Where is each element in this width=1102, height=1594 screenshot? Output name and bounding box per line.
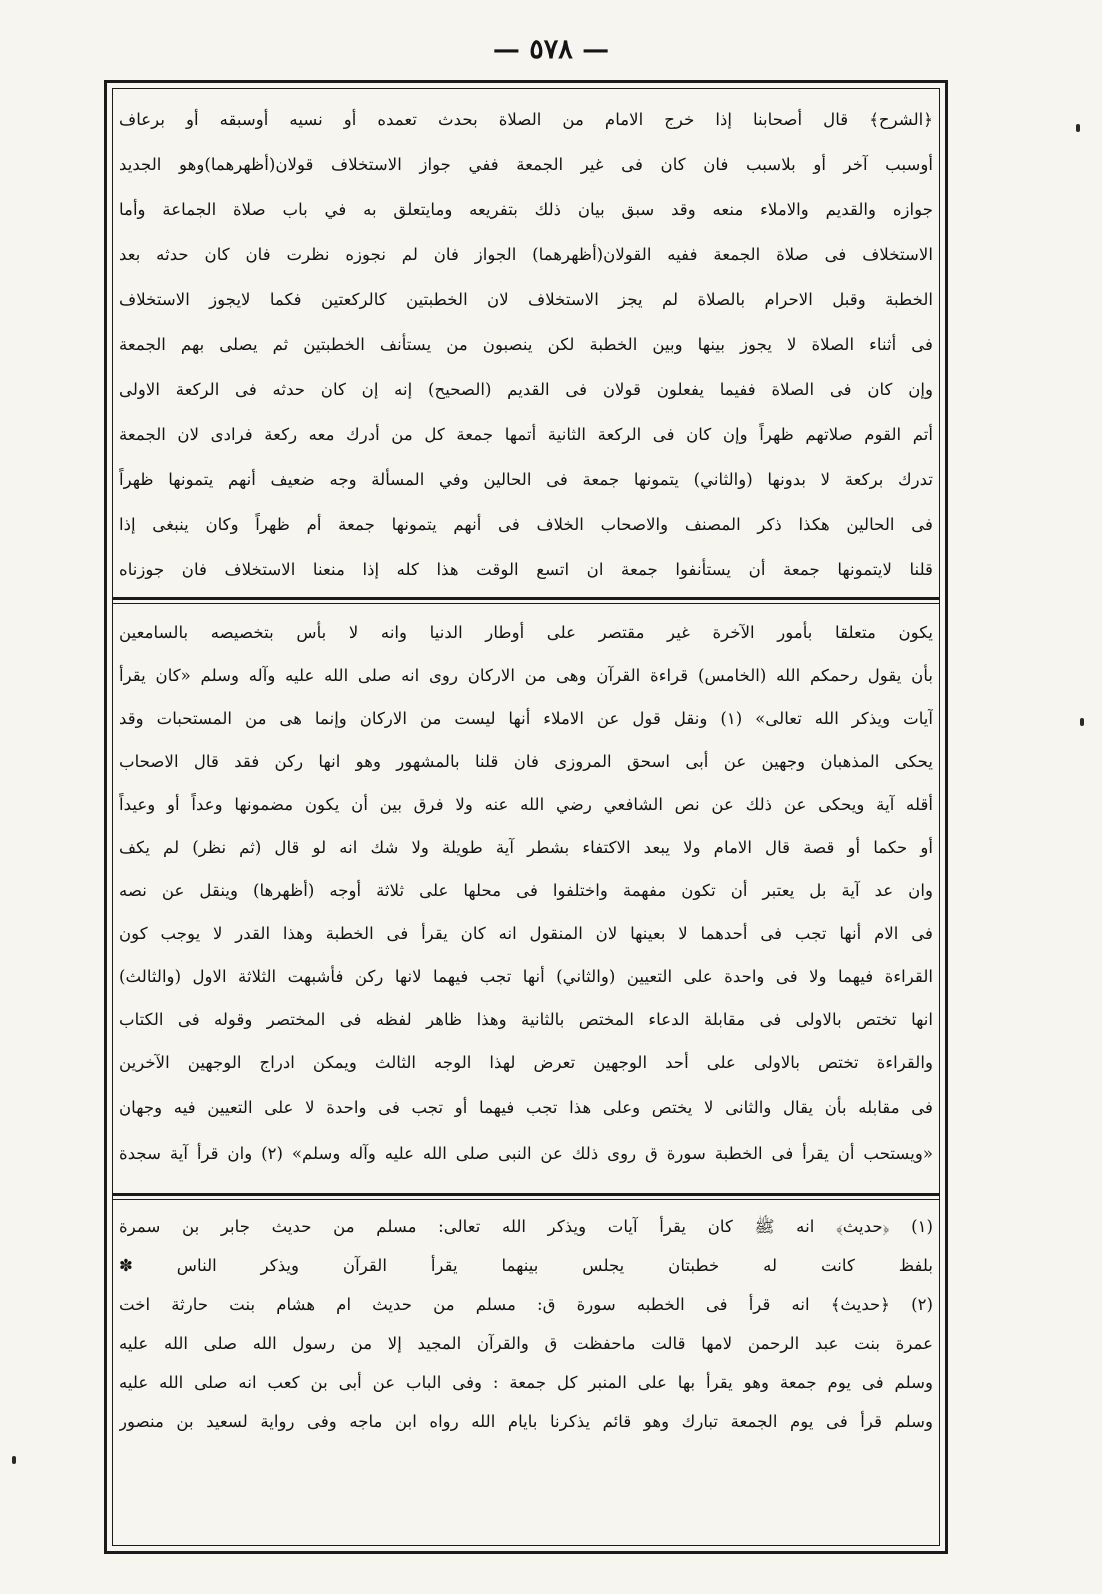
commentary-line: أوسبب آخر أو بلاسبب فان كان فى غير الجمعة ففي جواز الاستخلاف قولان(أظهرهما)وهو الجديد [119,155,933,174]
commentary-line: جوازه والقديم والاملاء منعه وقد سبق بيان ذلك بتفريعه ومايتعلق به في باب صلاة الجماعة وأما [119,200,933,219]
section-divider [113,597,939,600]
main-text-line: فى مقابله بأن يقال والثانى لا يختص وعلى هذا تجب فيهما أو تجب فى واحدة لا على التعيين فيه وجهان [119,1098,933,1117]
commentary-line: قلنا لايتمونها جمعة أن يستأنفوا جمعة ان اتسع الوقت هذا كله إذا منعنا الاستخلاف فان جوزناه [119,560,933,579]
margin-mark [12,1456,16,1464]
commentary-line: ﴿الشرح﴾ قال أصحابنا إذا خرج الامام من الصلاة بحدث تعمده أو نسيه أوسبقه أو برعاف [119,110,933,129]
footnote-divider [113,1193,939,1196]
commentary-section [119,97,933,597]
footnote-line: وسلم فى يوم جمعة وهو يقرأ بها على المنبر كل جمعة : وفى الباب عن أبى بن كعب انه صلى الله عليه [119,1373,933,1392]
main-text-line: آيات ويذكر الله تعالى» (١) ونقل قول عن الاملاء أنها ليست من الاركان وإنما هى من المستحبات وقد [119,709,933,728]
commentary-line: فى الحالين هكذا ذكر المصنف والاصحاب الخلاف فى أنهم يتمونها جمعة أم ظهراً وكان ينبغى إذا [119,515,933,534]
footnote-line: بلفظ كانت له خطبتان يجلس بينهما يقرأ القرآن ويذكر الناس ✽ [119,1256,933,1275]
commentary-line: الخطبة وقبل الاحرام بالصلاة لم يجز الاستخلاف لان الخطبتين كالركعتين فكما لايجوز الاستخلاف [119,290,933,309]
commentary-line: أتم القوم صلاتهم ظهراً وإن كان فى الركعة الثانية أتمها جمعة كل من أدرك معه ركعة فرادى لان الجمعة [119,425,933,444]
main-text-line: والقراءة تختص بالاولى على أحد الوجهين تعرض لهذا الوجه الثالث ويمكن ادراج الوجهين الآخرين [119,1053,933,1072]
footnotes-section [119,1207,933,1537]
main-text-section [119,611,933,1087]
main-text-line: فى الام أنها تجب فى أحدهما لا بعينها لان المنقول انه كان يقرأ فى الخطبة وهذا القدر لا يوجب كون [119,924,933,943]
footnote-line: وسلم قرأ فى يوم الجمعة تبارك وهو قائم يذكرنا بايام الله رواه ابن ماجه وفى رواية لسعيد بن منصور [119,1412,933,1431]
commentary-line: وإن كان فى الصلاة ففيما يفعلون قولان فى القديم (الصحيح) إنه إن كان حدثه فى الركعة الاولى [119,380,933,399]
margin-mark [1080,718,1084,726]
commentary-line: فى أثناء الصلاة لا يجوز بينها وبين الخطبة لكن ينصبون من يستأنف الخطبتين ثم يصلى بهم الجمعة [119,335,933,354]
main-text-line: وان عد آية بل يعتبر أن تكون مفهمة واختلفوا فى محلها على ثلاثة أوجه (أظهرها) وينقل عن نصه [119,881,933,900]
footnote-divider [113,1199,939,1200]
main-text-line: يحكى المذهبان وجهين عن أبى اسحق المروزى فان قلنا بالمشهور وهو انها ركن فقد قال الاصحاب [119,752,933,771]
main-text-line: بأن يقول رحمكم الله (الخامس) قراءة القرآن وهى من الاركان روى انه صلى الله عليه وآله وسلم «كان يقرأ [119,666,933,685]
main-text-line: أقله آية ويحكى عن ذلك عن نص الشافعي رضي الله عنه ولا فرق بين أن يكون مضمونها وعداً أو وعيداً [119,795,933,814]
commentary-line: تدرك بركعة لا بدونها (والثاني) يتمونها جمعة فى الحالين وفي المسألة وجه ضعيف أنهم يتمونها ظهراً [119,470,933,489]
main-text-continuation [119,1085,933,1189]
footnote-line: (٢) ﴿حديث﴾ انه قرأ فى الخطبه سورة ق: مسلم من حديث ام هشام بنت حارثة اخت [119,1295,933,1314]
page-number: — ٥٧٨ — [492,34,610,65]
section-divider [113,603,939,604]
commentary-line: الاستخلاف فى صلاة الجمعة ففيه القولان(أظهرهما) الجواز فان لم نجوزه نظرت فان كان حدثه بعد [119,245,933,264]
main-text-line: أو حكما أو قصة قال الامام ولا يبعد الاكتفاء بشطر آية طويلة ولا شك انه لو قال (ثم نظر) لم يكف [119,838,933,857]
footnote-line: (١) ﴿حديث﴾ انه ﷺ كان يقرأ آيات ويذكر الله تعالى: مسلم من حديث جابر بن سمرة [119,1217,933,1236]
margin-mark [1076,124,1080,132]
footnote-line: عمرة بنت عبد الرحمن لامها قالت ماحفظت ق والقرآن المجيد إلا من رسول الله صلى الله عليه [119,1334,933,1353]
main-text-line: القراءة فيهما ولا فى واحدة على التعيين (والثاني) أنها تجب فيهما لانها ركن فأشبهت الثلاثة الاول (والثالث) [119,967,933,986]
main-text-line: يكون متعلقا بأمور الآخرة غير مقتصر على أوطار الدنيا وانه لا بأس بتخصيصه بالسامعين [119,623,933,642]
main-text-line: انها تختص بالاولى فى مقابلة الدعاء المختص بالثانية وهذا ظاهر لفظه فى المختصر وقوله فى الكتاب [119,1010,933,1029]
main-text-line: «ويستحب أن يقرأ فى الخطبة سورة ق روى ذلك عن النبى صلى الله عليه وآله وسلم» (٢) وان قرأ آية سجدة [119,1144,933,1163]
page-frame [104,80,948,1554]
